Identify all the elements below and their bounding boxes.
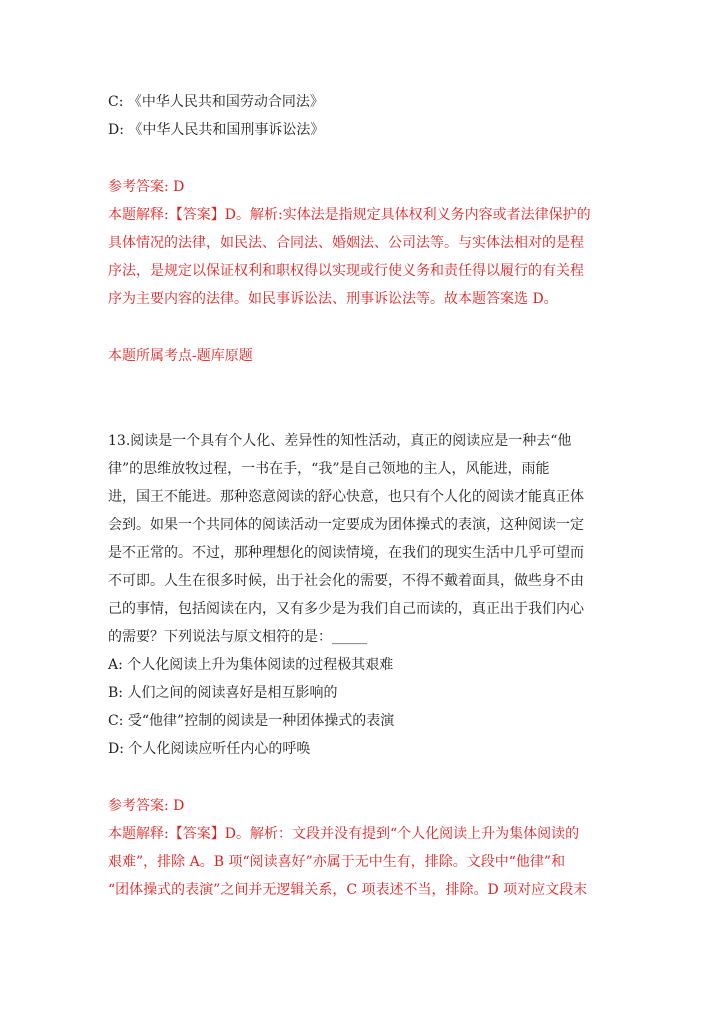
- option-b: B: 人们之间的阅读喜好是相互影响的: [108, 685, 338, 701]
- question-stem-line: 13.阅读是一个具有个人化、差异性的知性活动，真正的阅读应是一种去“他: [108, 433, 572, 449]
- answer-label: 参考答案: D: [108, 798, 185, 814]
- explanation-line: 本题解释:【答案】D。解析：文段并没有提到“个人化阅读上升为集体阅读的: [108, 826, 580, 842]
- explanation-line: 具体情况的法律，如民法、合同法、婚姻法、公司法等。与实体法相对的是程: [108, 235, 584, 251]
- question-stem-line: 进，国王不能进。那种恣意阅读的舒心快意，也只有个人化的阅读才能真正体: [108, 489, 584, 505]
- question-stem-line: 的需要？下列说法与原文相符的是：_____: [108, 629, 367, 645]
- explanation-line: 序法，是规定以保证权利和职权得以实现或行使义务和责任得以履行的有关程: [108, 263, 584, 279]
- question-stem-line: 是不正常的。不过，那种理想化的阅读情境，在我们的现实生活中几乎可望而: [108, 545, 584, 561]
- question-stem-line: 己的事情，包括阅读在内，又有多少是为我们自己而读的，真正出于我们内心: [108, 601, 584, 617]
- explanation-line: 本题解释:【答案】D。解析:实体法是指规定具体权利义务内容或者法律保护的: [108, 207, 591, 223]
- option-d: D: 《中华人民共和国刑事诉讼法》: [108, 122, 325, 138]
- source-note: 本题所属考点-题库原题: [108, 348, 253, 364]
- question-stem-line: 不可即。人生在很多时候，出于社会化的需要，不得不戴着面具，做些身不由: [108, 573, 584, 589]
- question-stem-line: 会到。如果一个共同体的阅读活动一定要成为团体操式的表演，这种阅读一定: [108, 517, 584, 533]
- option-d: D: 个人化阅读应听任内心的呼唤: [108, 741, 311, 757]
- option-a: A: 个人化阅读上升为集体阅读的过程极其艰难: [108, 657, 394, 673]
- option-c: C: 受“他律”控制的阅读是一种团体操式的表演: [108, 713, 395, 729]
- question-stem-line: 律”的思维放牧过程，一书在手，“我”是自己领地的主人，风能进，雨能: [108, 461, 550, 477]
- answer-label: 参考答案: D: [108, 179, 185, 195]
- explanation-line: “团体操式的表演”之间并无逻辑关系，C 项表述不当，排除。D 项对应文段末: [108, 882, 588, 898]
- explanation-line: 序为主要内容的法律。如民事诉讼法、刑事诉讼法等。故本题答案选 D。: [108, 291, 558, 307]
- explanation-line: 艰难”，排除 A。B 项“阅读喜好”亦属于无中生有，排除。文段中“他律”和: [108, 854, 566, 870]
- option-c: C: 《中华人民共和国劳动合同法》: [108, 94, 324, 110]
